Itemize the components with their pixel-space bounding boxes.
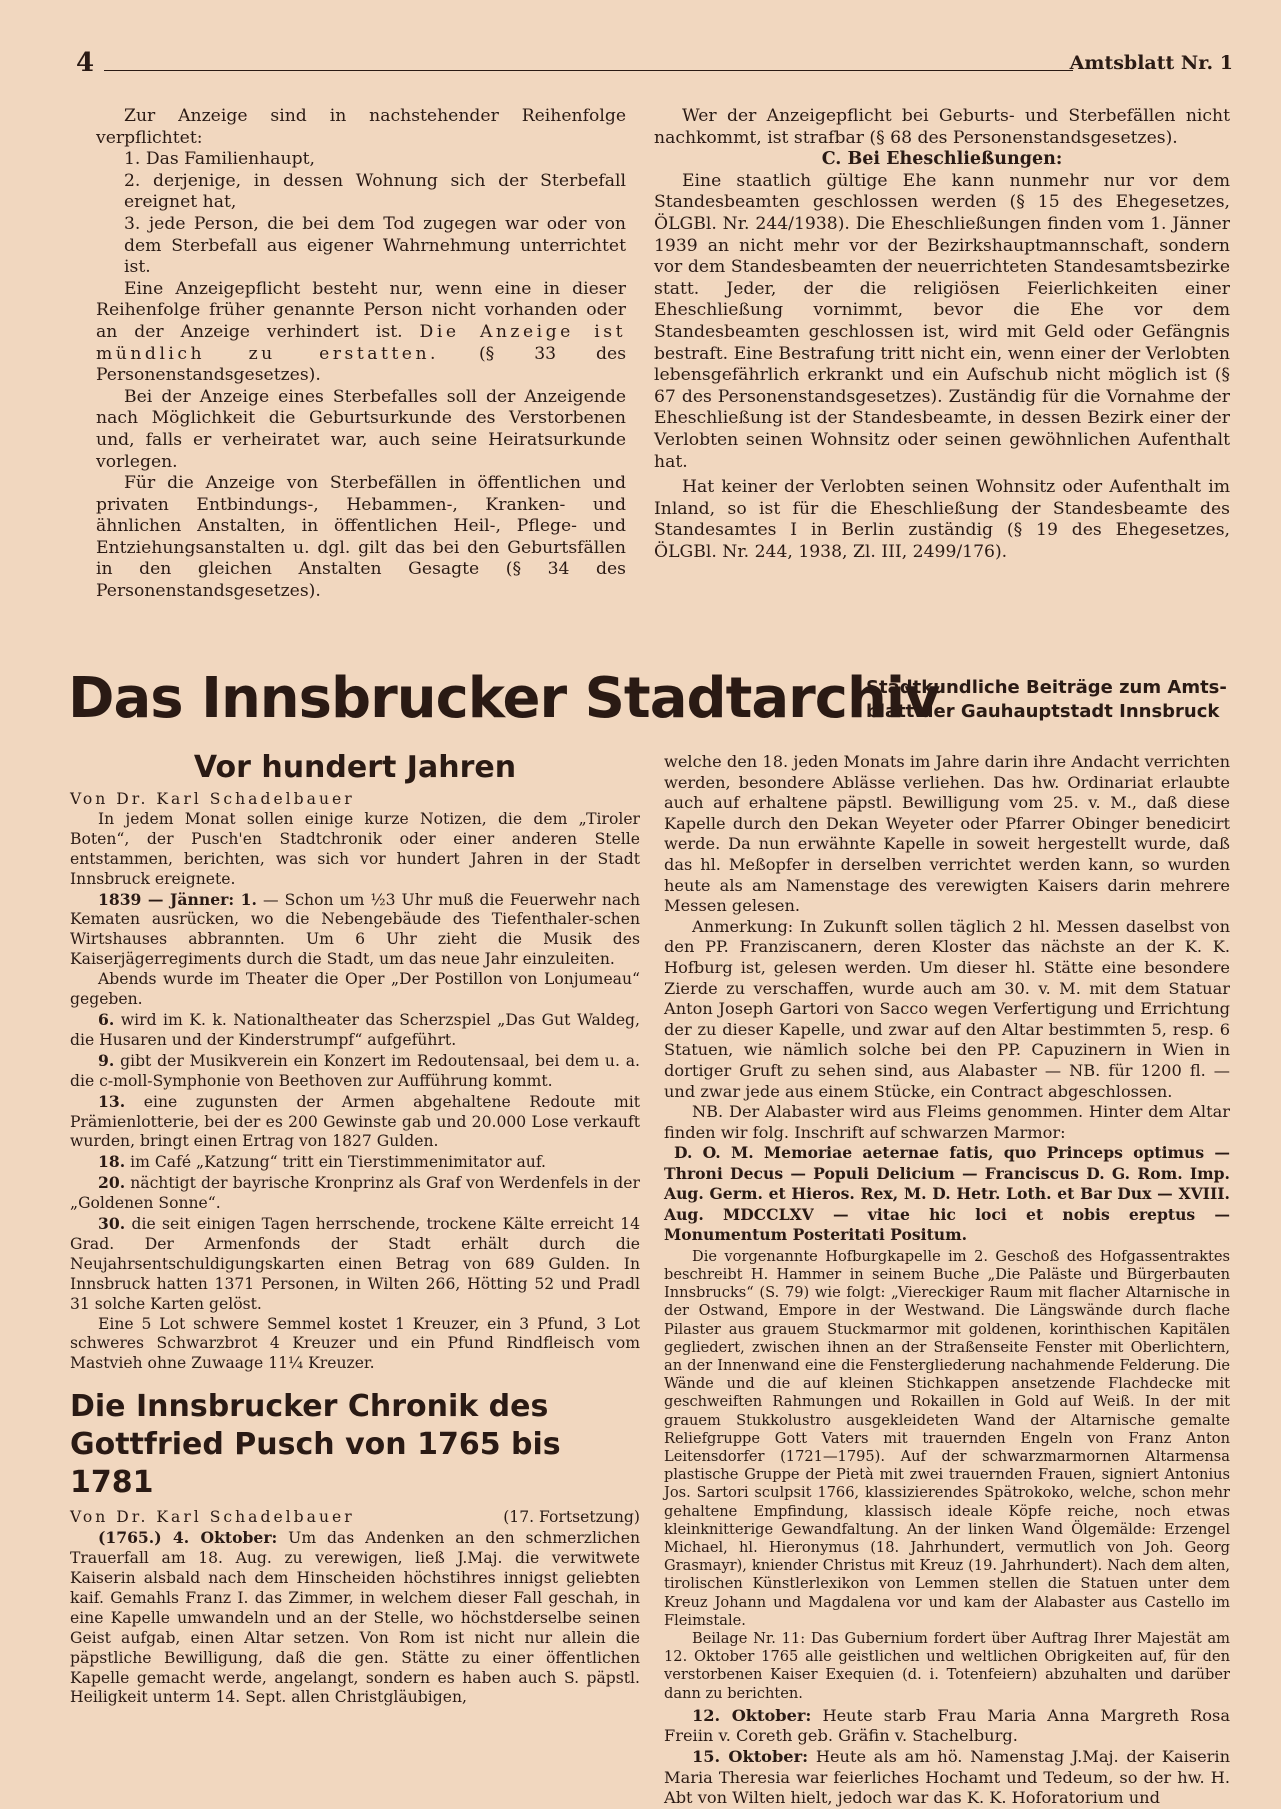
entry-text: die seit einigen Tagen herrschende, trockene Kälte erreicht 14 Grad. Der Armenfonds der Stadt erhält durch die Neujahrsentschuldigungskarten einen Betrag von 689 Gulden. In Innsbruck hatten 1371 Personen, in Wilten 266, Hötting 52 und Pradl 31 solche Karten gelöst. [70, 1215, 640, 1313]
entry-date: 12. Oktober: [692, 1705, 812, 1725]
entry-text: eine zugunsten der Armen abgehaltene Redoute mit Prämienlotterie, bei der es 200 Gewinste gab und 20.000 Lose verkauft wurden, bringt einen Ertrag von 1827 Gulden. [70, 1092, 640, 1151]
entry-text: Heute als am hö. Namenstag J.Maj. der Kaiserin Maria Theresia war feierliches Hochamt und Tedeum, so der hw. H. Abt von Wilten hielt, jedoch war das K. K. Hoforatorium und [664, 1747, 1230, 1808]
paragraph: Eine staatlich gültige Ehe kann nunmehr nur vor dem Standesbeamten geschlossen werden (§ 15 des Ehegesetzes, ÖLGBl. Nr. 244/1938). Die Eheschließungen finden vom 1. Jänner 1939 an nicht mehr vor der Bezirkshauptmannschaft, sondern vor dem Standesbeamten der neuerrichteten Standesamtsbezirke statt. Jeder, der die religiösen Feierlichkeiten einer Eheschließung vornimmt, bevor die Ehe vor dem Standesbeamten geschlossen ist, wird mit Geld oder Gefängnis bestraft. Eine Bestrafung tritt nicht ein, wenn einer der Verlobten lebensgefährlich erkrankt und ein Aufschub nicht möglich ist (§ 67 des Personenstandsgesetzes). Zuständig für die Vornahme der Eheschließung ist der Standesbeamte, in dessen Bezirk einer der Verlobten seinen Wohnsitz oder seinen gewöhnlichen Aufenthalt hat. [654, 170, 1230, 472]
entry [70, 1092, 640, 1153]
article-author: Von Dr. Karl Schadelbauer [70, 790, 355, 808]
header-rule [104, 70, 1073, 71]
entry [70, 1214, 640, 1315]
registration-intro: Zur Anzeige sind in nachstehender Reihenfolge verpflichtet: [96, 106, 626, 148]
paragraph: Hat keiner der Verlobten seinen Wohnsitz oder Aufenthalt im Inland, so ist für die Eheschließung der Standesbeamte des Standesamtes I in Berlin zuständig (§ 19 des Ehegesetzes, ÖLGBl. Nr. 244, 1938, Zl. III, 2499/176). [654, 477, 1230, 562]
entry-date: 13. [98, 1091, 126, 1111]
chronik-byline [70, 1508, 640, 1528]
archive-banner [68, 662, 1238, 736]
entry-date: 15. Oktober: [692, 1747, 809, 1767]
paragraph: NB. Der Alabaster wird aus Fleims genommen. Hinter dem Altar finden wir folg. Inschrift auf schwarzen Marmor: [664, 1102, 1230, 1142]
entry [664, 1747, 1230, 1809]
entry-text: im Café „Katzung“ tritt ein Tierstimmenimitator auf. [130, 1153, 547, 1172]
entry [664, 1706, 1230, 1747]
entry-text: — Schon um ½3 Uhr muß die Feuerwehr nach Kematen ausrücken, wo die Nebengebäude des Tiefenthaler-schen Wirtshauses abbrannten. Um 6 Uhr zieht die Musik des Kaiserjägerregiments durch die Stadt, um das neue Jahr einzuleiten. [70, 890, 640, 969]
entry-date: (1765.) 4. Oktober: [98, 1528, 278, 1548]
paragraph-text: Eine Anzeigepflicht besteht nur, wenn eine in dieser Reihenfolge früher genannte Person nicht vorhanden oder an der Anzeige verhindert ist. [96, 278, 626, 342]
chronik-title-line: Die Innsbrucker Chronik des [70, 1389, 549, 1425]
paragraph-text: (§ 33 des Personenstandsgesetzes). [96, 343, 627, 386]
entry-text: nächtigt der bayrische Kronprinz als Graf von Werdenfels in der „Goldenen Sonne“. [70, 1174, 640, 1213]
entry: Abends wurde im Theater die Oper „Der Postillon von Lonjumeau“ gegeben. [70, 970, 640, 1009]
lower-right-column [664, 752, 1230, 1809]
entry-text: Heute starb Frau Maria Anna Margreth Rosa Freiin v. Coreth geb. Gräfin v. Stachelburg. [664, 1705, 1230, 1746]
entry-text: gibt der Musikverein ein Konzert im Redoutensaal, bei dem u. a. die c-moll-Symphonie von Beethoven zur Aufführung kommt. [70, 1051, 640, 1090]
entry-date: 20. [98, 1173, 126, 1193]
paragraph: Anmerkung: In Zukunft sollen täglich 2 hl. Messen daselbst von den PP. Franziscanern, deren Kloster das nächste an der K. K. Hofburg ist, gelesen werden. Um dieser hl. Stätte eine besondere Zierde zu verschaffen, wurde auch am 30. v. M. mit dem Statuar Anton Joseph Gartori von Sacco wegen Verfertigung und Errichtung der zu dieser Kapelle, und zwar auf den Altar bestimmten 5, resp. 6 Statuen, wie nämlich solche bei den PP. Capuzinern in Wien in dortiger Gruft zu sehen sind, aus Alabaster — NB. für 1200 fl. — und zwar jede aus einem Stücke, ein Contract abgeschlossen. [664, 916, 1230, 1101]
annotation: Beilage Nr. 11: Das Gubernium fordert über Auftrag Ihrer Majestät am 12. Oktober 1765 alle geistlichen und weltlichen Obrigkeiten auf, für den verstorbenen Kaiser Exequien (d. i. Totenfeiern) abzuhalten und darüber dann zu berichten. [664, 1630, 1230, 1702]
entry-date: 6. [98, 1009, 115, 1029]
annotation: Die vorgenannte Hofburgkapelle im 2. Geschoß des Hofgassentraktes beschreibt H. Hammer in seinem Buche „Die Paläste und Bürgerbauten Innsbrucks“ (S. 79) wie folgt: „Viereckiger Raum mit flacher Altarnische in der Ostwand, Empore in der Westwand. Die Längswände durch flache Pilaster aus grauem Stuckmarmor mit goldenen, korinthischen Kapitälen gegliedert, zwischen ihnen an der Straßenseite Fenster mit Oberlichtern, an der Innenwand eine die Fenstergliederung nachahmende Felderung. Die Wände und die auf kleinen Stichkappen ansetzende Flachdecke mit geschweiften Rahmungen und Rokaillen in Gold auf Weiß. In der mit grauem Stukkolustro ausgekleideten Wand der Altarnische gemalte Reliefgruppe Gott Vaters mit trauernden Engeln von Franz Anton Leitensdorfer (1721—1795). Auf der schwarzmarmornen Altarmensa plastische Gruppe der Pietà mit zwei trauernden Frauen, signiert Antonius Jos. Sartori sculpsit 1766, klassizierendes Spätrokoko, welche, schon mehr gehaltene Empfindung, klassisch ideale Köpfe reiche, noch etwas kleinknitterige Gewandfaltung. An der linken Wand Ölgemälde: Erzengel Michael, hl. Hieronymus (18. Jahrhundert, vermutlich von Joh. Georg Grasmayr), kniender Christus mit Kreuz (19. Jahrhundert). Nach dem alten, tirolischen Künstlerlexikon von Lemmen stellen die Statuen unter dem Kreuz Johann und Magdalena vor und kam der Alabaster aus Castello im Fleimstale. [664, 1247, 1230, 1629]
entry [70, 1010, 640, 1051]
article-title: Vor hundert Jahren [193, 750, 517, 785]
entry: Eine 5 Lot schwere Semmel kostet 1 Kreuzer, ein 3 Pfund, 3 Lot schweres Schwarzbrot 4 Kreuzer und ein Pfund Rindfleisch vom Mastvieh ohne Zuwaage 11¼ Kreuzer. [70, 1314, 640, 1373]
paragraph: In jedem Monat sollen einige kurze Notizen, die dem „Tiroler Boten“, der Pusch'en Stadtchronik oder einer anderen Stelle entstammen, berichten, was sich vor hundert Jahren in der Stadt Innsbruck ereignete. [70, 809, 640, 888]
paragraph: welche den 18. jeden Monats im Jahre darin ihre Andacht verrichten werden, besondere Ablässe verliehen. Das hw. Ordinariat erlaubte auch auf erhaltene päpstl. Bewilligung vom 25. v. M., daß diese Kapelle durch den Dekan Weyeter oder Pfarrer Obinger benedicirt werde. Da nun erwähnte Kapelle in soweit hergestellt wurde, daß das hl. Meßopfer in derselben verrichtet werden kann, so wurden heute als am Namenstage des verewigten Kaisers darin mehrere Messen gelesen. [664, 752, 1230, 916]
page-header [76, 48, 1233, 80]
entry-date: 1839 — Jänner: 1. [98, 889, 257, 909]
entry-date: 9. [98, 1050, 115, 1070]
chronik-title-line: Gottfried Pusch von 1765 bis 1781 [70, 1427, 561, 1501]
chronik-author: Von Dr. Karl Schadelbauer [70, 1508, 355, 1527]
entry [70, 890, 640, 971]
chronik-continuation: (17. Fortsetzung) [503, 1508, 640, 1527]
entry [70, 1528, 640, 1708]
subtitle-line: Stadtkundliche Beiträge zum Amts- [866, 677, 1227, 698]
paragraph: Für die Anzeige von Sterbefällen in öffentlichen und privaten Entbindungs-, Hebammen-, Kranken- und ähnlichen Anstalten, in öffentlichen Heil-, Pflege- und Entziehungsanstalten u. dgl. gilt das bei den Geburtsfällen in den gleichen Anstalten Gesagte (§ 34 des Personenstandsgesetzes). [96, 473, 626, 602]
chronik-heading [70, 1388, 640, 1502]
latin-inscription: D. O. M. Memoriae aeternae fatis, quo Princeps optimus — Throni Decus — Populi Delicium — Franciscus D. G. Rom. Imp. Aug. Germ. et Hieros. Rex, M. D. Hetr. Loth. et Bar Dux — XVIII. Aug. MDCCLXV — vitae hic loci et nobis ereptus — Monumentum Posteritati Positum. [664, 1143, 1230, 1245]
annotation-block [664, 1248, 1230, 1703]
entry-text: Um das Andenken an den schmerzlichen Trauerfall am 18. Aug. zu verewigen, ließ J.Maj. die verwitwete Kaiserin alsbald nach dem Hinscheiden höchstihres innigst geliebten kaif. Gemahls Franz I. das Zimmer, in welchem dieser Fall geschah, in eine Kapelle umwandeln und an der Stelle, wo höchstderselbe seinen Geist aufgab, einen Altar setzen. Von Rom ist nicht nur allein die päpstliche Bewilligung, daß die gen. Stätte zu einer öffentlichen Kapelle gemacht werde, angelangt, sondern es haben auch S. päpstl. Heiligkeit unterm 14. Sept. allen Christgläubigen, [70, 1529, 640, 1707]
paragraph: Wer der Anzeigepflicht bei Geburts- und Sterbefällen nicht nachkommt, ist strafbar (§ 68 des Personenstandsgesetzes). [654, 106, 1230, 148]
paragraph: Bei der Anzeige eines Sterbefalles soll der Anzeigende nach Möglichkeit die Geburtsurkunde des Verstorbenen und, falls er verheiratet war, auch seine Heiratsurkunde vorlegen. [96, 386, 626, 472]
entry [70, 1173, 640, 1214]
top-right-column [654, 106, 1230, 563]
list-item: 3. jede Person, die bei dem Tod zugegen war oder von dem Sterbefall aus eigener Wahrnehmung unterrichtet ist. [124, 213, 626, 278]
lower-left-column [70, 750, 640, 1708]
spaced-text: Die Anzeige ist mündlich zu erstatten. [96, 321, 626, 364]
banner-subtitle [866, 676, 1238, 724]
entry-date: 30. [98, 1214, 126, 1234]
entry-text: wird im K. k. Nationaltheater das Scherzspiel „Das Gut Waldeg, die Husaren und der Kinderstrumpf“ aufgeführt. [70, 1010, 640, 1049]
page-number: 4 [76, 48, 95, 78]
entry-date: 18. [98, 1152, 126, 1172]
banner-title: Das Innsbrucker Stadtarchiv [68, 666, 940, 731]
paragraph [96, 279, 626, 387]
registration-list [96, 149, 626, 279]
publication-title: Amtsblatt Nr. 1 [1069, 52, 1233, 74]
top-left-column [96, 106, 626, 603]
subtitle-line: blatt der Gauhauptstadt Innsbruck [866, 701, 1220, 722]
entry [70, 1152, 640, 1173]
section-heading: C. Bei Eheschließungen: [821, 149, 1063, 170]
list-item: 2. derjenige, in dessen Wohnung sich der Sterbefall ereignet hat, [124, 170, 626, 213]
list-item: 1. Das Familienhaupt, [124, 149, 315, 170]
entry [70, 1051, 640, 1092]
